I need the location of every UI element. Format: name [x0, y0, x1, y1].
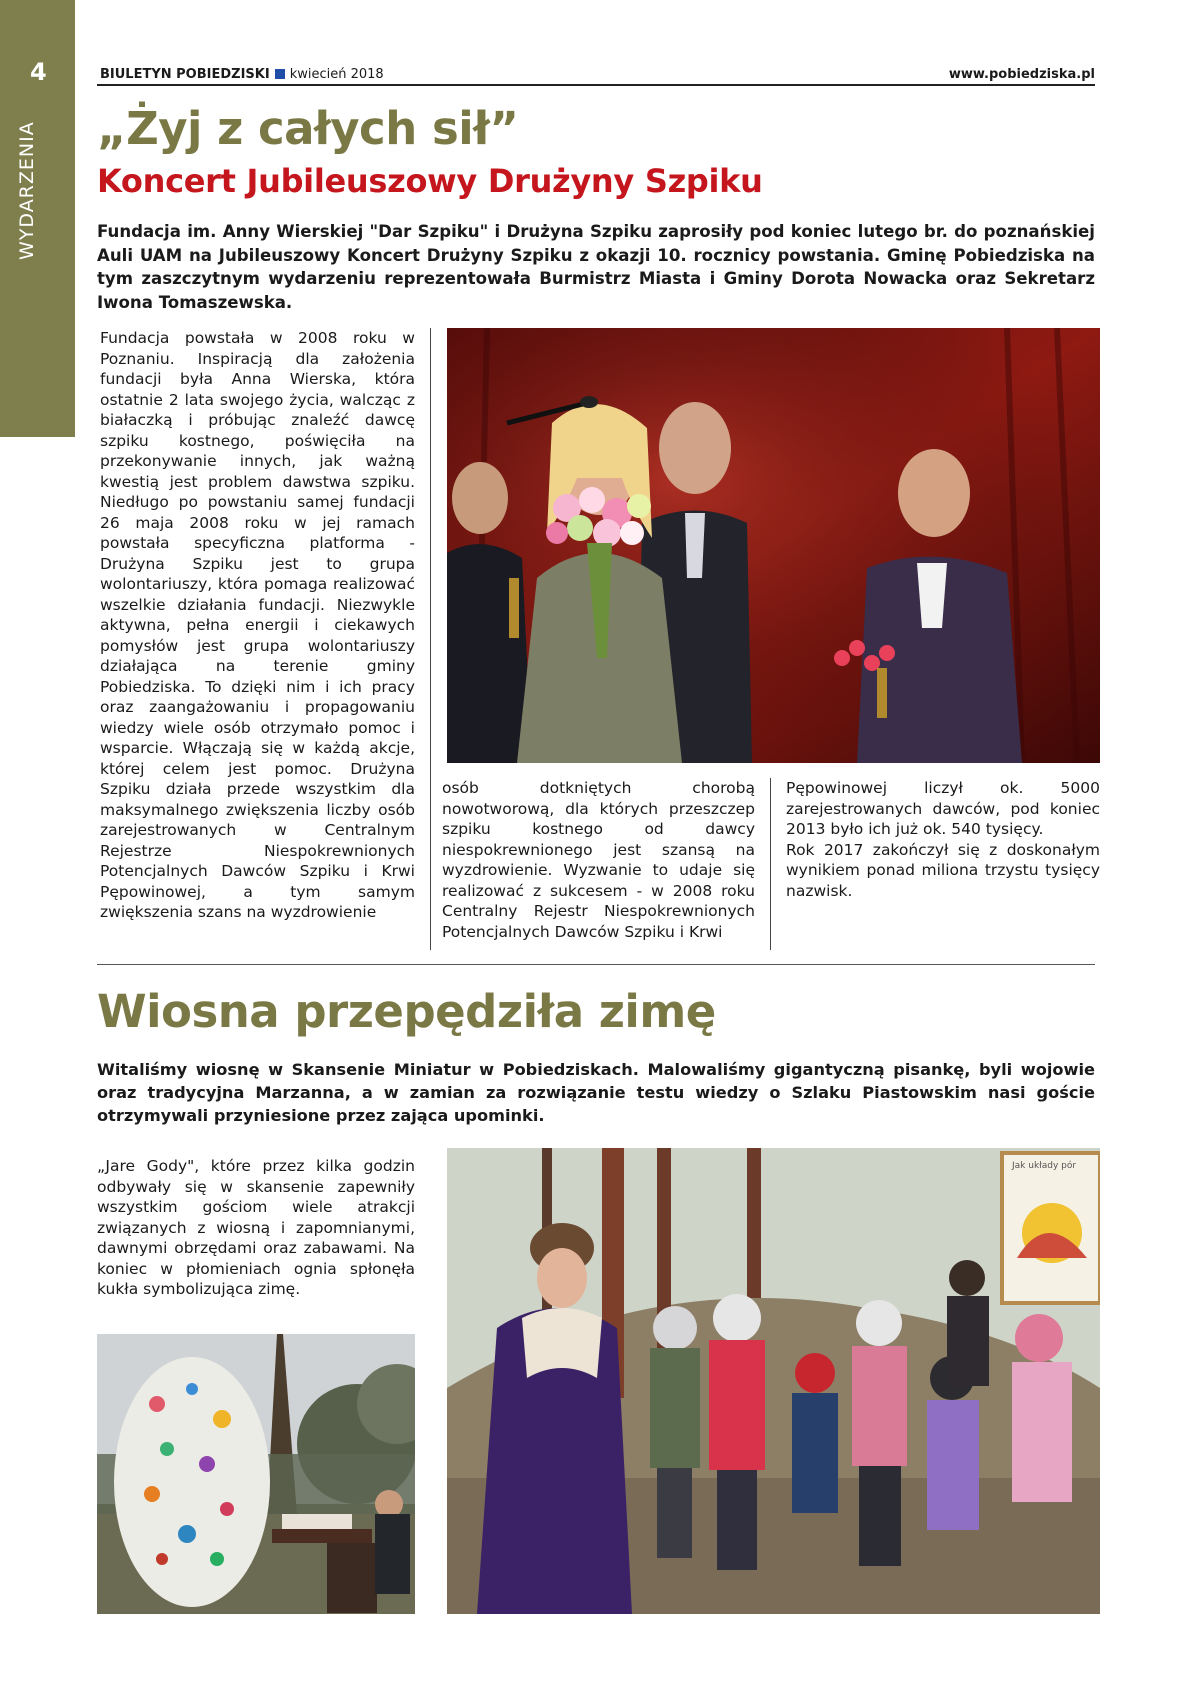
easter-egg-photo — [97, 1334, 415, 1614]
column-divider — [770, 778, 771, 950]
article1-title: „Żyj z całych sił” — [97, 102, 519, 155]
article2-lead: Witaliśmy wiosnę w Skansenie Miniatur w Pobiedziskach. Malowaliśmy gigantyczną pisankę, byli wojowie oraz tradycyjna Marzanna, a w zamian za rozwiązanie testu wiedzy o Szlaku Piastowskim nasi goście otrzymywali przyniesione przez zająca upominki. — [97, 1060, 1095, 1125]
info-board-text: Jak układy pór — [1012, 1161, 1077, 1171]
column-divider — [430, 328, 431, 950]
article1-column-1: Fundacja powstała w 2008 roku w Poznaniu. Inspiracją dla założenia fundacji była Anna Wierska, która ostatnie 2 lata swojego życia, walcząc z białaczką i próbując znaleźć dawcę szpiku kostnego, poświęciła na przekonywanie innych, jak ważną kwestią jest problem dawstwa szpiku. Niedługo po powstaniu samej fundacji 26 maja 2008 roku w jej ramach powstała specyficzna platforma - Drużyna Szpiku jest to grupa wolontariuszy, która pomaga realizować wszelkie działania fundacji. Niezwykle aktywna, pełna energii i ciekawych pomysłów jest grupa wolontariuszy działająca na terenie gminy Pobiedziska. To dzięki nim i ich pracy oraz zaangażowaniu i propagowaniu wiedzy wiele osób otrzymało pomoc i wsparcie. Włączają się w każdą akcje, której celem jest pomoc. Drużyna Szpiku działa przede wszystkim dla maksymalnego zwiększenia liczby osób zarejestrowanych w Centralnym Rejestrze Niespokrewnionych Potencjalnych Dawców Szpiku i Krwi Pępowinowej, a tym samym zwiększenia szans na wyzdrowienie — [100, 329, 415, 921]
article1-column-3-paragraph: Pępowinowej liczył ok. 5000 zarejestrowanych dawców, pod koniec 2013 było ich już ok. 540 tysięcy. — [786, 779, 1100, 838]
header-divider — [97, 84, 1095, 86]
page-number: 4 — [30, 58, 47, 86]
article1-column-2: osób dotkniętych chorobą nowotworową, dla których przeszczep szpiku kostnego od dawcy niespokrewnionego jest szansą na wyzdrowienie. Wyzwanie to udaje się realizować z sukcesem - w 2008 roku Centralny Rejestr Niespokrewnionych Potencjalnych Dawców Szpiku i Krwi — [442, 779, 755, 941]
article2-title: Wiosna przepędziła zimę — [97, 985, 716, 1038]
issue-date: kwiecień 2018 — [289, 67, 384, 82]
article2-column-1: „Jare Gody", które przez kilka godzin odbywały się w skansenie zapewniły wszystkim gościom wiele atrakcji związanych z wiosną i zapomnianymi, dawnymi obrzędami oraz zabawami. Na koniec w płomieniach ognia spłonęła kukła symbolizująca zimę. — [97, 1157, 415, 1298]
square-bullet-icon — [275, 69, 285, 79]
easter-egg-photo-image — [97, 1334, 415, 1614]
article-divider — [97, 964, 1095, 965]
concert-photo-image — [447, 328, 1100, 763]
publication-header — [100, 67, 384, 82]
spring-event-photo-image — [447, 1148, 1100, 1614]
article1-subtitle: Koncert Jubileuszowy Drużyny Szpiku — [97, 162, 763, 200]
article1-column-3-paragraph: Rok 2017 zakończył się z doskonałym wynikiem ponad miliona trzystu tysięcy nazwisk. — [786, 840, 1100, 900]
website-link[interactable]: www.pobiedziska.pl — [948, 67, 1095, 82]
article1-column-3 — [786, 778, 1100, 901]
section-label: WYDARZENIA — [16, 121, 38, 260]
article1-lead: Fundacja im. Anny Wierskiej "Dar Szpiku" i Drużyna Szpiku zaprosiły pod koniec lutego br. do poznańskiej Auli UAM na Jubileuszowy Koncert Drużyny Szpiku z okazji 10. rocznicy powstania. Gminę Pobiedziska na tym zaszczytnym wydarzeniu reprezentowała Burmistrz Miasta i Gminy Dorota Nowacka oraz Sekretarz Iwona Tomaszewska. — [97, 222, 1095, 312]
spring-event-photo — [447, 1148, 1100, 1614]
publication-name: BIULETYN POBIEDZISKI — [100, 67, 270, 82]
concert-photo — [447, 328, 1100, 763]
